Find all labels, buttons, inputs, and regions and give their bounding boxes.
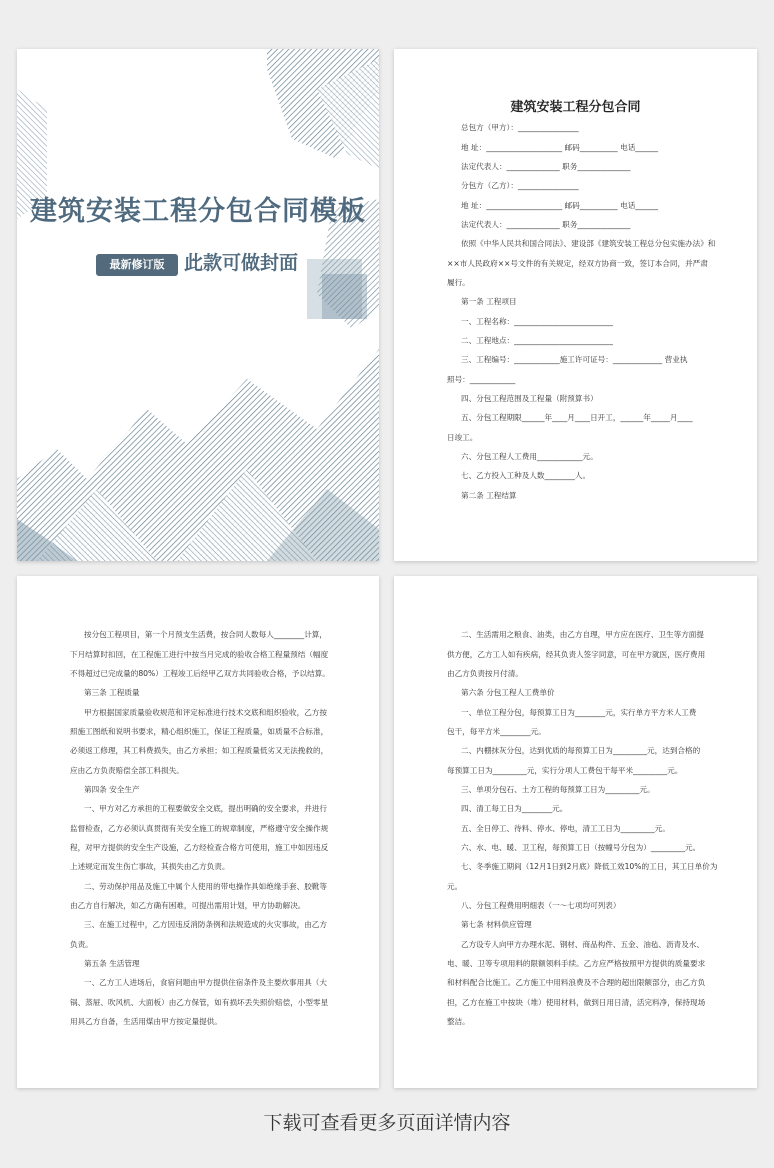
text-line: 照号：____________ xyxy=(447,375,516,384)
text-line: 八、分包工程费用明细表（一～七项均可列表） xyxy=(461,901,621,910)
text-line: 六、分包工程人工费用____________元。 xyxy=(461,452,598,461)
text-line: 七、乙方投入工种及人数________人。 xyxy=(461,471,591,480)
text-line: 和材料配合比施工。乙方施工中用料浪费及不合理的超出限额部分，由乙方负 xyxy=(447,978,706,987)
text-line: 应由乙方负责赔偿全部工料损失。 xyxy=(70,766,184,775)
text-line: 供方便，乙方工人如有疾病，经其负责人签字同意，可在甲方就医，医疗费用 xyxy=(447,650,706,659)
cover-title: 建筑安装工程分包合同模板 xyxy=(30,196,366,227)
text-line: 三、工程编号：____________施工许可证号：_____________ 营业执 xyxy=(461,355,688,364)
text-line: 六、水、电、暖、卫工程，每预算工日（按幢号分包为）_________元。 xyxy=(461,843,701,852)
text-line: 由乙方负责按月付清。 xyxy=(447,669,523,678)
text-line: 乙方设专人向甲方办理水泥、钢材、商品构件、五金、油毡、沥青及水、 xyxy=(461,940,704,949)
contract-page-1 xyxy=(394,49,757,561)
cover-subtitle: 此款可做封面 xyxy=(184,252,299,274)
section-heading: 第三条 工程质量 xyxy=(84,688,140,697)
text-line: 依照《中华人民共和国合同法》、建设部《建筑安装工程总分包实施办法》和 xyxy=(461,239,716,248)
text-line: 整洁。 xyxy=(447,1017,470,1026)
contract-page-2 xyxy=(17,576,379,1088)
page-body xyxy=(394,576,757,1088)
text-line: 程，对甲方提供的安全生产设施，乙方经检查合格方可使用，施工中如因违反 xyxy=(70,843,329,852)
text-line: 负责。 xyxy=(70,940,93,949)
text-line: 锅、蒸屉、吹风机、大面板）由乙方保管，如有损坏丢失照价赔偿，小型零星 xyxy=(70,998,329,1007)
text-line: 按分包工程项目，第一个月预支生活费，按合同人数每人________计算， xyxy=(84,630,327,639)
text-line: 四、分包工程范围及工程量（附预算书） xyxy=(461,394,598,403)
text-line: 二、生活需用之粮食、油类，由乙方自理，甲方应在医疗、卫生等方面提 xyxy=(461,630,704,639)
cover-decoration xyxy=(17,49,379,561)
text-line: 照施工图纸和说明书要求，精心组织施工，保证工程质量，如质量不合标准， xyxy=(70,727,329,736)
text-line: 每预算工日为_________元，实行分项人工费包干每平米_________元。 xyxy=(447,766,683,775)
text-line: 分包方（乙方）：________________ xyxy=(461,181,579,190)
section-heading: 第七条 材料供应管理 xyxy=(461,920,532,929)
text-line: 担，乙方在施工中按块（堆）使用材料，做到日用日清，活完料净，保持现场 xyxy=(447,998,706,1007)
section-heading: 第五条 生活管理 xyxy=(84,959,140,968)
text-line: 地 址：____________________ 邮码__________ 电话______ xyxy=(461,201,659,210)
page-body xyxy=(394,49,757,561)
text-line: 用具乙方自备，生活用煤由甲方按定量提供。 xyxy=(70,1017,222,1026)
text-line: 甲方根据国家质量验收规范和评定标准进行技术交底和组织验收，乙方按 xyxy=(84,708,327,717)
contract-title: 建筑安装工程分包合同 xyxy=(510,100,641,115)
text-line: 必须返工修理，其工料费损失，由乙方承担；如工程质量低劣又无法挽救的， xyxy=(70,746,329,755)
text-line: 五、分包工程期限______年____月____日开工，______年_____月____ xyxy=(461,413,693,422)
text-line: 一、单位工程分包，每预算工日为________元，实行单方平方米人工费 xyxy=(461,708,697,717)
section-heading: 第二条 工程结算 xyxy=(461,491,517,500)
text-line: 一、乙方工人进场后，食宿问题由甲方提供住宿条件及主要炊事用具（大 xyxy=(84,978,327,987)
text-line: 一、工程名称：__________________________ xyxy=(461,317,613,326)
text-line: 二、内棚抹灰分包，达到优质的每预算工日为_________元，达到合格的 xyxy=(461,746,701,755)
text-line: 履行。 xyxy=(447,278,470,287)
text-line: 七、冬季施工期间（12月1日到2月底）降低工效10%的工日，其工日单价为 xyxy=(461,862,718,871)
text-line: 由乙方自行解决，如乙方确有困难，可提出需用计划，甲方协助解决。 xyxy=(70,901,306,910)
cover-page xyxy=(17,49,379,561)
text-line: 不得超过已完成量的80%）工程竣工后经甲乙双方共同验收合格，予以结算。 xyxy=(70,669,330,678)
text-line: 地 址：____________________ 邮码__________ 电话______ xyxy=(461,143,659,152)
text-line: 包干，每平方米________元。 xyxy=(447,727,546,736)
text-line: 四、清工每工日为________元。 xyxy=(461,804,568,813)
text-line: 下月结算时扣回，在工程施工进行中按当月完成的验收合格工程量预结（幅度 xyxy=(70,650,329,659)
section-heading: 第四条 安全生产 xyxy=(84,785,140,794)
text-line: 监督检查，乙方必须认真贯彻有关安全施工的规章制度，严格遵守安全操作规 xyxy=(70,824,329,833)
section-heading: 第六条 分包工程人工费单价 xyxy=(461,688,555,697)
text-line: ××市人民政府××号文件的有关规定，经双方协商一致，签订本合同，并严肃 xyxy=(447,259,708,268)
text-line: 总包方（甲方）：________________ xyxy=(461,123,579,132)
contract-page-3 xyxy=(394,576,757,1088)
section-heading: 第一条 工程项目 xyxy=(461,297,517,306)
edition-badge: 最新修订版 xyxy=(96,254,178,276)
text-line: 五、全日停工、待料、停水、停电，清工工日为_________元。 xyxy=(461,824,670,833)
text-line: 日竣工。 xyxy=(447,433,478,442)
text-line: 元。 xyxy=(447,882,463,891)
text-line: 电、暖、卫等专项用料的限额领料手续。乙方应严格按照甲方提供的质量要求 xyxy=(447,959,706,968)
text-line: 三、在施工过程中，乙方因违反消防条例和法规造成的火灾事故，由乙方 xyxy=(84,920,327,929)
text-line: 三、单项分包石、土方工程的每预算工日为_________元。 xyxy=(461,785,655,794)
text-line: 二、工程地点：__________________________ xyxy=(461,336,613,345)
text-line: 二、劳动保护用品及施工中属个人使用的带电操作具如绝缘手套、胶靴等 xyxy=(84,882,327,891)
text-line: 法定代表人：______________ 职务______________ xyxy=(461,220,631,229)
text-line: 一、甲方对乙方承担的工程要做安全交底，提出明确的安全要求，并进行 xyxy=(84,804,327,813)
page-body xyxy=(17,576,379,1088)
text-line: 上述规定而发生伤亡事故，其损失由乙方负责。 xyxy=(70,862,230,871)
footer-caption: 下载可查看更多页面详情内容 xyxy=(263,1112,511,1134)
text-line: 法定代表人：______________ 职务______________ xyxy=(461,162,631,171)
